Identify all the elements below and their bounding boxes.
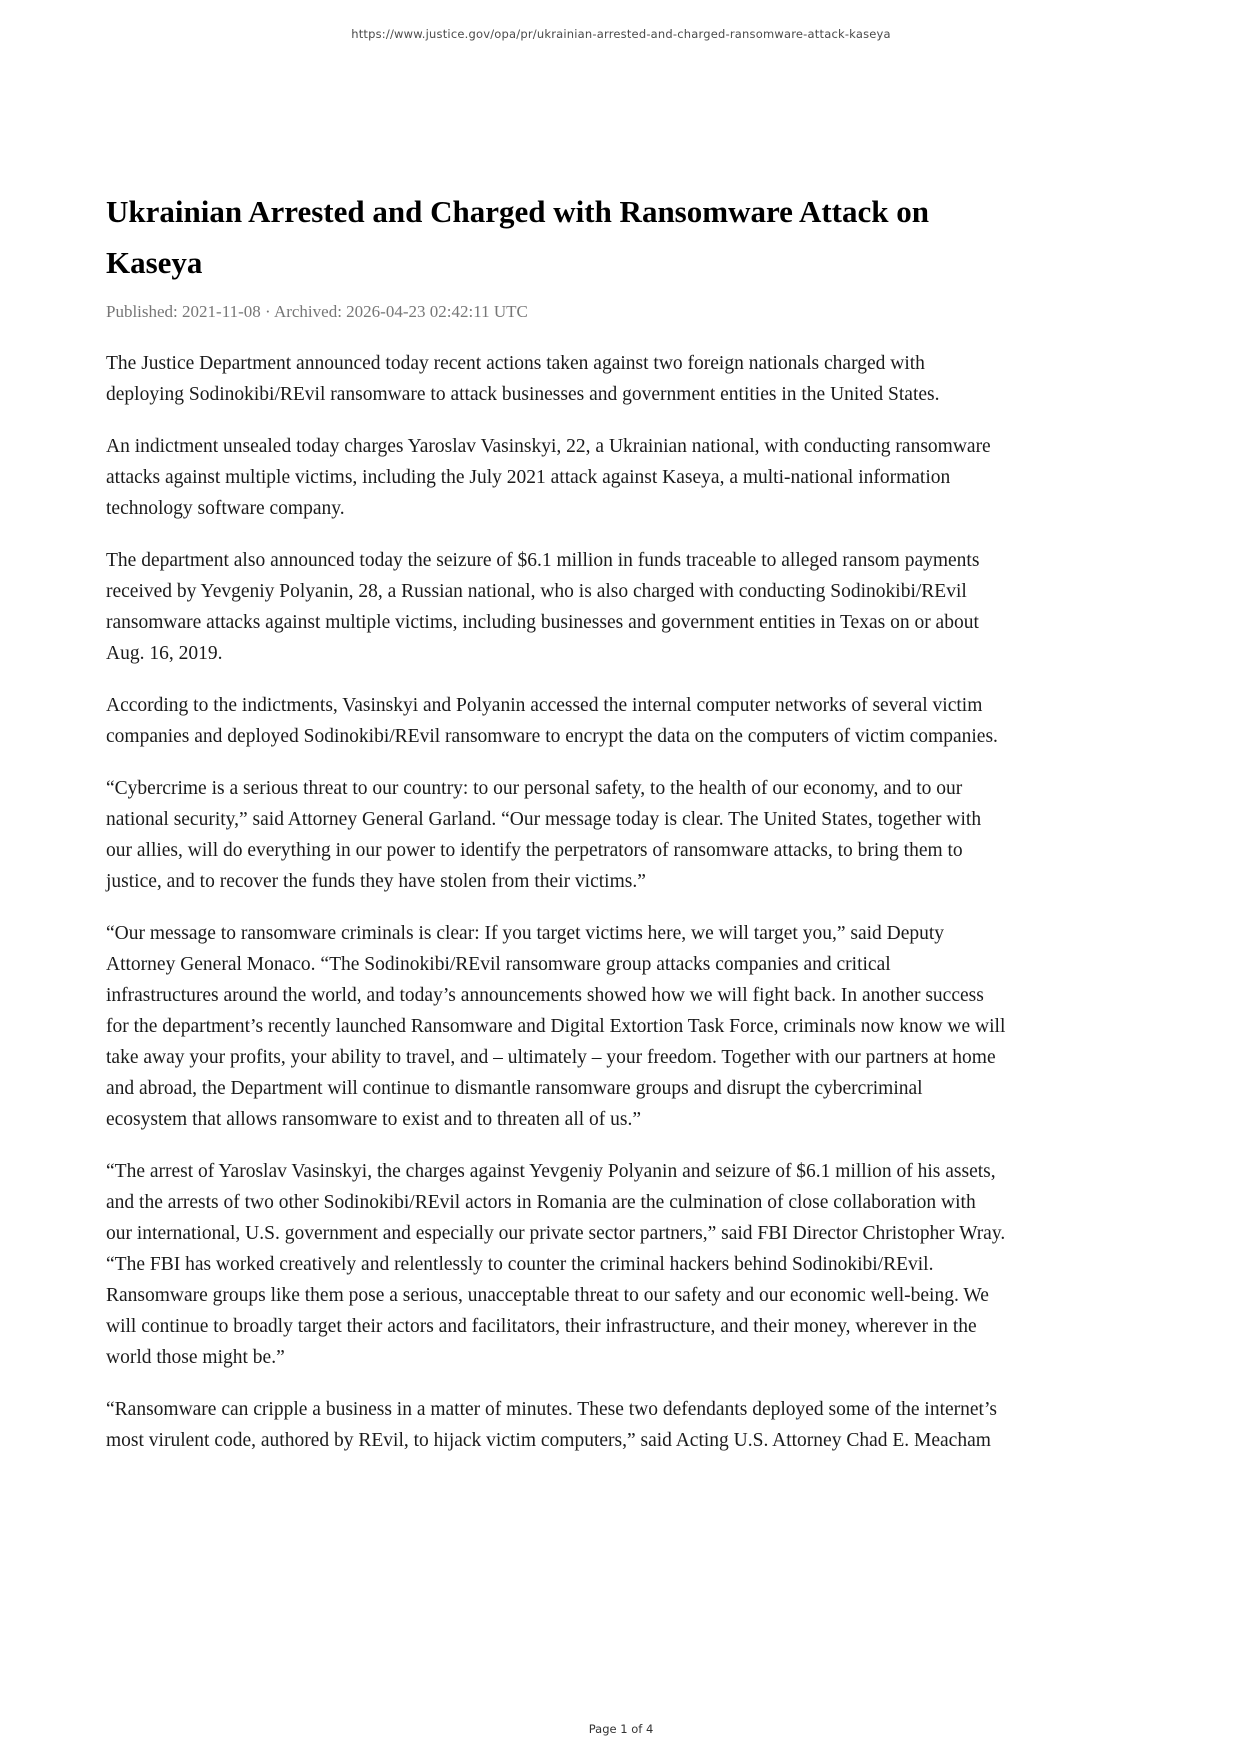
article-paragraph: According to the indictments, Vasinskyi and Polyanin accessed the internal computer networks of several victim companies and deployed Sodinokibi/REvil ransomware to encrypt the data on the computers of victim companies.	[106, 695, 998, 748]
article-body	[106, 348, 1006, 1456]
article-paragraph: “Cybercrime is a serious threat to our country: to our personal safety, to the health of our economy, and to our national security,” said Attorney General Garland. “Our message today is clear. The United States, together with our allies, will do everything in our power to identify the perpetrators of ransomware attacks, to bring them to justice, and to recover the funds they have stolen from their victims.”	[106, 778, 982, 893]
article-paragraph: An indictment unsealed today charges Yaroslav Vasinskyi, 22, a Ukrainian national, with conducting ransomware attacks against multiple victims, including the July 2021 attack against Kaseya, a multi-national information technology software company.	[106, 436, 991, 520]
source-url: https://www.justice.gov/opa/pr/ukrainian-arrested-and-charged-ransomware-attack-kaseya	[351, 27, 891, 41]
article-title: Ukrainian Arrested and Charged with Ransomware Attack on Kaseya	[106, 194, 929, 281]
article-paragraph: The Justice Department announced today recent actions taken against two foreign nationals charged with deploying Sodinokibi/REvil ransomware to attack businesses and government entities in the United States.	[106, 353, 940, 406]
article-meta: Published: 2021-11-08 · Archived: 2026-04-23 02:42:11 UTC	[106, 302, 528, 322]
article-paragraph: “Ransomware can cripple a business in a matter of minutes. These two defendants deployed some of the internet’s most virulent code, authored by REvil, to hijack victim computers,” said Acting U.S. Attorney Chad E. Meacham	[106, 1399, 997, 1452]
article-paragraph: “Our message to ransomware criminals is clear: If you target victims here, we will target you,” said Deputy Attorney General Monaco. “The Sodinokibi/REvil ransomware group attacks companies and critical infrastructures around the world, and today’s announcements showed how we will fight back. In another success for the department’s recently launched Ransomware and Digital Extortion Task Force, criminals now know we will take away your profits, your ability to travel, and – ultimately – your freedom. Together with our partners at home and abroad, the Department will continue to dismantle ransomware groups and disrupt the cybercriminal ecosystem that allows ransomware to exist and to threaten all of us.”	[106, 923, 1006, 1131]
article-paragraph: “The arrest of Yaroslav Vasinskyi, the charges against Yevgeniy Polyanin and seizure of $6.1 million of his assets, and the arrests of two other Sodinokibi/REvil actors in Romania are the culmination of close collaboration with our international, U.S. government and especially our private sector partners,” said FBI Director Christopher Wray. “The FBI has worked creatively and relentlessly to counter the criminal hackers behind Sodinokibi/REvil. Ransomware groups like them pose a serious, unacceptable threat to our safety and our economic well-being. We will continue to broadly target their actors and facilitators, their infrastructure, and their money, wherever in the world those might be.”	[106, 1161, 1006, 1369]
page-number: Page 1 of 4	[588, 1722, 654, 1736]
article-paragraph: The department also announced today the seizure of $6.1 million in funds traceable to alleged ransom payments received by Yevgeniy Polyanin, 28, a Russian national, who is also charged with conducting Sodinokibi/REvil ransomware attacks against multiple victims, including businesses and government entities in Texas on or about Aug. 16, 2019.	[106, 550, 980, 665]
article	[106, 0, 1006, 1477]
